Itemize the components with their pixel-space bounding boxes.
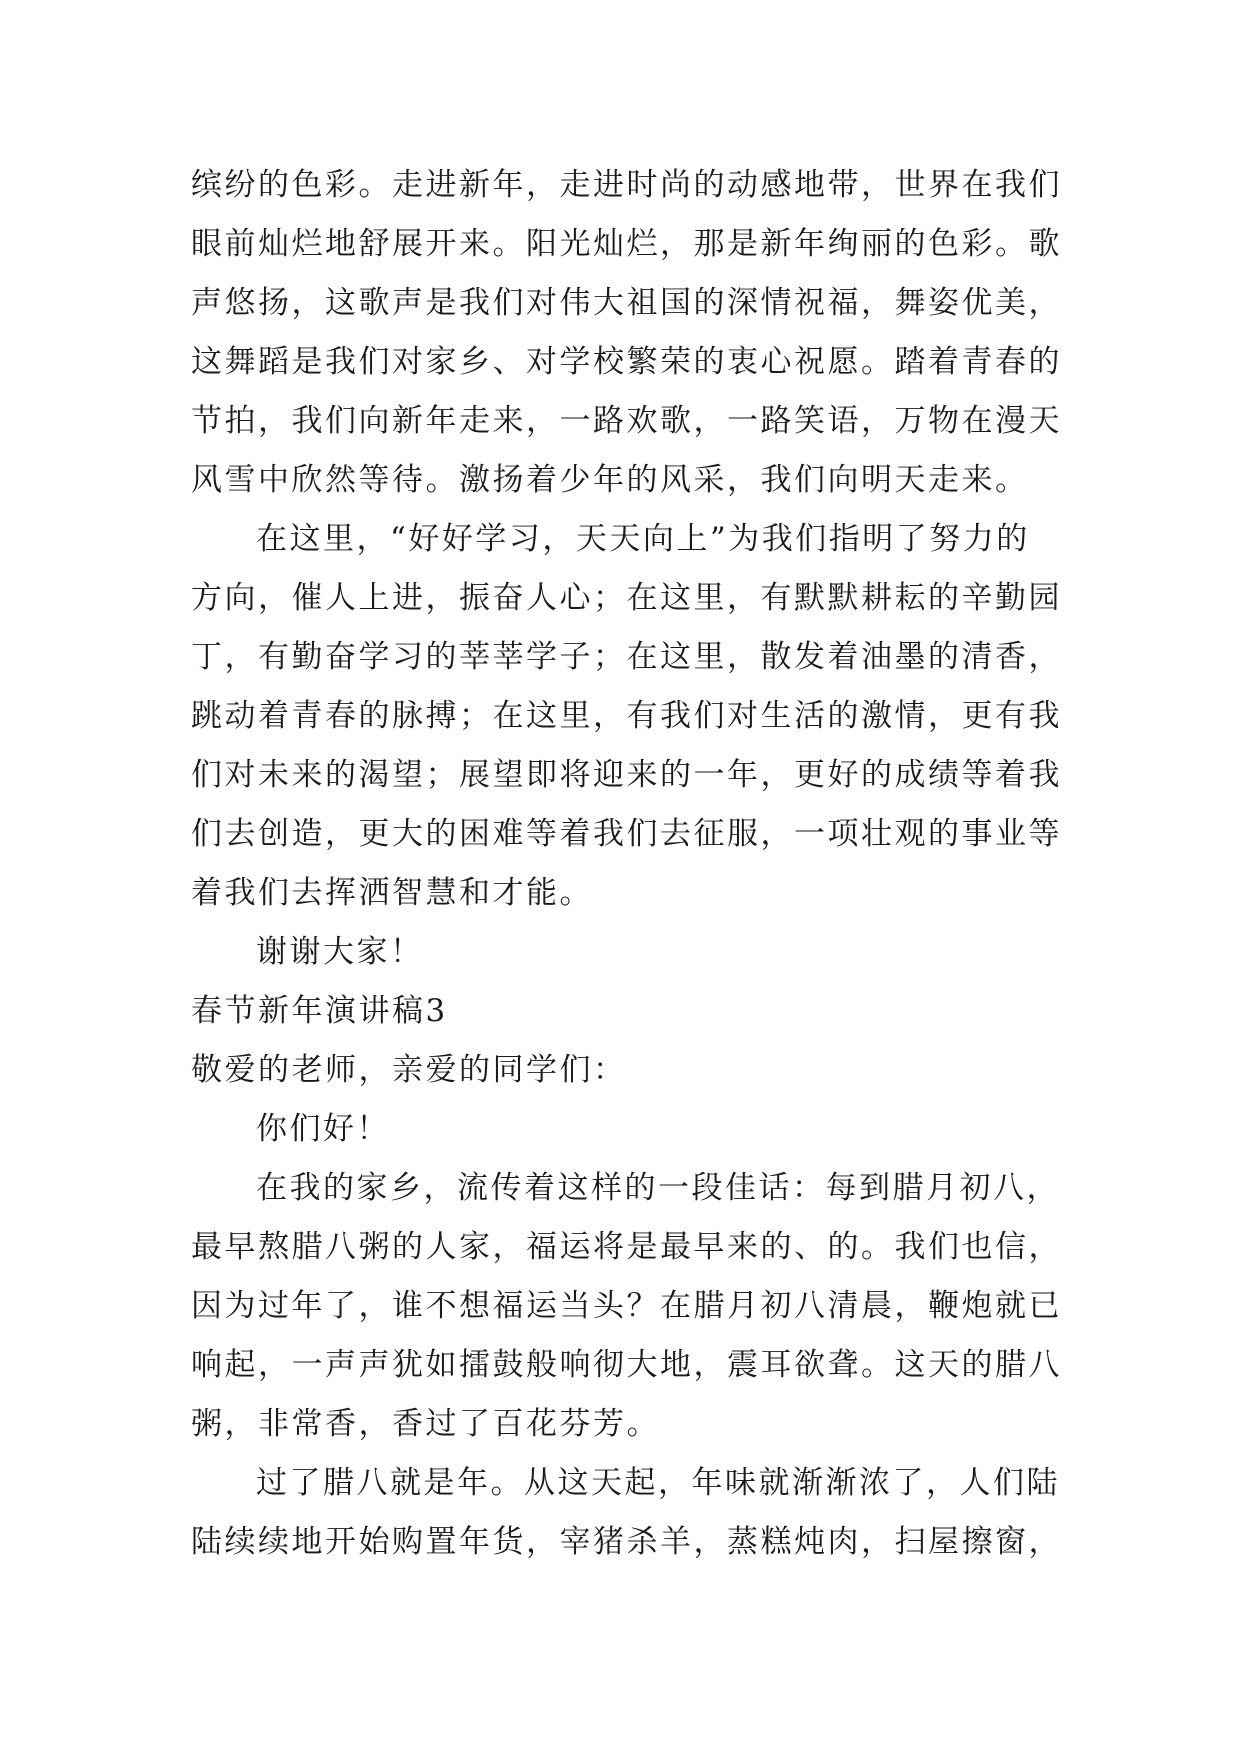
- text-line: 谢谢大家！: [256, 934, 424, 970]
- text-line: 粥，非常香，香过了百花芬芳。: [191, 1406, 660, 1442]
- text-line: 缤纷的色彩。走进新年，走进时尚的动感地带，世界在我们: [191, 167, 1062, 203]
- text-line: 眼前灿烂地舒展开来。阳光灿烂，那是新年绚丽的色彩。歌: [191, 226, 1062, 262]
- text-line: 春节新年演讲稿3: [191, 993, 448, 1029]
- text-line: 因为过年了，谁不想福运当头？在腊月初八清晨，鞭炮就已: [191, 1288, 1062, 1324]
- text-line: 在这里，“好好学习，天天向上”为我们指明了努力的: [256, 521, 1030, 557]
- document-body: [191, 156, 1081, 1572]
- text-line: 你们好！: [256, 1111, 390, 1147]
- text-line: 们对未来的渴望；展望即将迎来的一年，更好的成绩等着我: [191, 757, 1062, 793]
- text-line: 声悠扬，这歌声是我们对伟大祖国的深情祝福，舞姿优美，: [191, 285, 1062, 321]
- text-line: 方向，催人上进，振奋人心；在这里，有默默耕耘的辛勤园: [191, 580, 1062, 616]
- text-line: 在我的家乡，流传着这样的一段佳话：每到腊月初八，: [256, 1170, 1060, 1206]
- text-line: 着我们去挥洒智慧和才能。: [191, 875, 593, 911]
- text-line: 们去创造，更大的困难等着我们去征服，一项壮观的事业等: [191, 816, 1062, 852]
- text-line: 这舞蹈是我们对家乡、对学校繁荣的衷心祝愿。踏着青春的: [191, 344, 1062, 380]
- text-line: 响起，一声声犹如擂鼓般响彻大地，震耳欲聋。这天的腊八: [191, 1347, 1062, 1383]
- text-line: 过了腊八就是年。从这天起，年味就渐渐浓了，人们陆: [256, 1465, 1060, 1501]
- text-line: 风雪中欣然等待。激扬着少年的风采，我们向明天走来。: [191, 462, 1029, 498]
- text-line: 陆续续地开始购置年货，宰猪杀羊，蒸糕炖肉，扫屋擦窗，: [191, 1524, 1062, 1560]
- text-line: 最早熬腊八粥的人家，福运将是最早来的、的。我们也信，: [191, 1229, 1062, 1265]
- text-line: 跳动着青春的脉搏；在这里，有我们对生活的激情，更有我: [191, 698, 1062, 734]
- text-line: 丁，有勤奋学习的莘莘学子；在这里，散发着油墨的清香，: [191, 639, 1062, 675]
- text-line: 敬爱的老师，亲爱的同学们：: [191, 1052, 627, 1088]
- text-line: 节拍，我们向新年走来，一路欢歌，一路笑语，万物在漫天: [191, 403, 1062, 439]
